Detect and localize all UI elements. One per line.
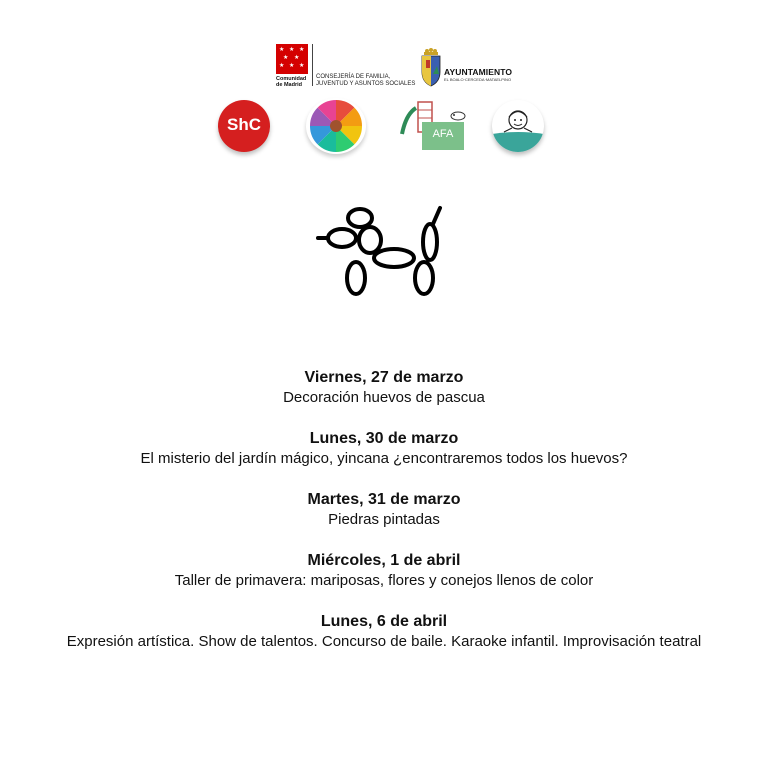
shc-logo xyxy=(218,100,270,152)
shield-icon xyxy=(420,46,442,88)
color-wheel-icon xyxy=(306,98,366,154)
event-description: El misterio del jardín mágico, yincana ¿encontraremos todos los huevos? xyxy=(140,450,628,467)
event-date: Lunes, 30 de marzo xyxy=(309,430,459,447)
event-description: Expresión artística. Show de talentos. Concurso de baile. Karaoke infantil. Improvisación teatral xyxy=(66,633,702,650)
event-description: Taller de primavera: mariposas, flores y conejos llenos de color xyxy=(174,572,594,589)
logo-divider xyxy=(312,44,313,86)
comunidad-madrid-logo xyxy=(276,44,416,88)
afa-logo-text: AFA xyxy=(432,128,454,140)
balloon-dog-icon xyxy=(316,204,448,300)
ayuntamiento-logo xyxy=(420,46,520,88)
shc-logo-text: ShC xyxy=(227,115,261,134)
color-wheel-logo xyxy=(306,98,366,154)
event-description: Decoración huevos de pascua xyxy=(283,389,485,406)
event-date: Miércoles, 1 de abril xyxy=(307,552,461,569)
event-schedule xyxy=(0,368,768,673)
ayuntamiento-title: AYUNTAMIENTO xyxy=(444,67,513,77)
event-item xyxy=(0,429,768,469)
event-description: Piedras pintadas xyxy=(328,511,440,528)
comunidad-name: Comunidad de Madrid xyxy=(276,76,307,88)
ayuntamiento-subtitle: EL BOALO·CERCEDA·MATAELPINO xyxy=(444,77,512,82)
event-item xyxy=(0,551,768,591)
consejeria-text: CONSEJERÍA DE FAMILIA, JUVENTUD Y ASUNTOS SOCIALES xyxy=(316,74,416,87)
kid-logo xyxy=(492,100,544,152)
kid-face-icon xyxy=(492,100,544,152)
event-date: Viernes, 27 de marzo xyxy=(304,369,464,386)
event-date: Lunes, 6 de abril xyxy=(320,613,448,630)
afa-house-icon xyxy=(400,100,466,152)
event-item xyxy=(0,490,768,530)
event-date: Martes, 31 de marzo xyxy=(307,491,461,508)
event-item xyxy=(0,368,768,408)
event-item xyxy=(0,612,768,652)
madrid-flag-icon: ★ ★ ★ ★ ★ ★ ★ ★ xyxy=(276,44,308,74)
afa-logo xyxy=(400,100,466,152)
